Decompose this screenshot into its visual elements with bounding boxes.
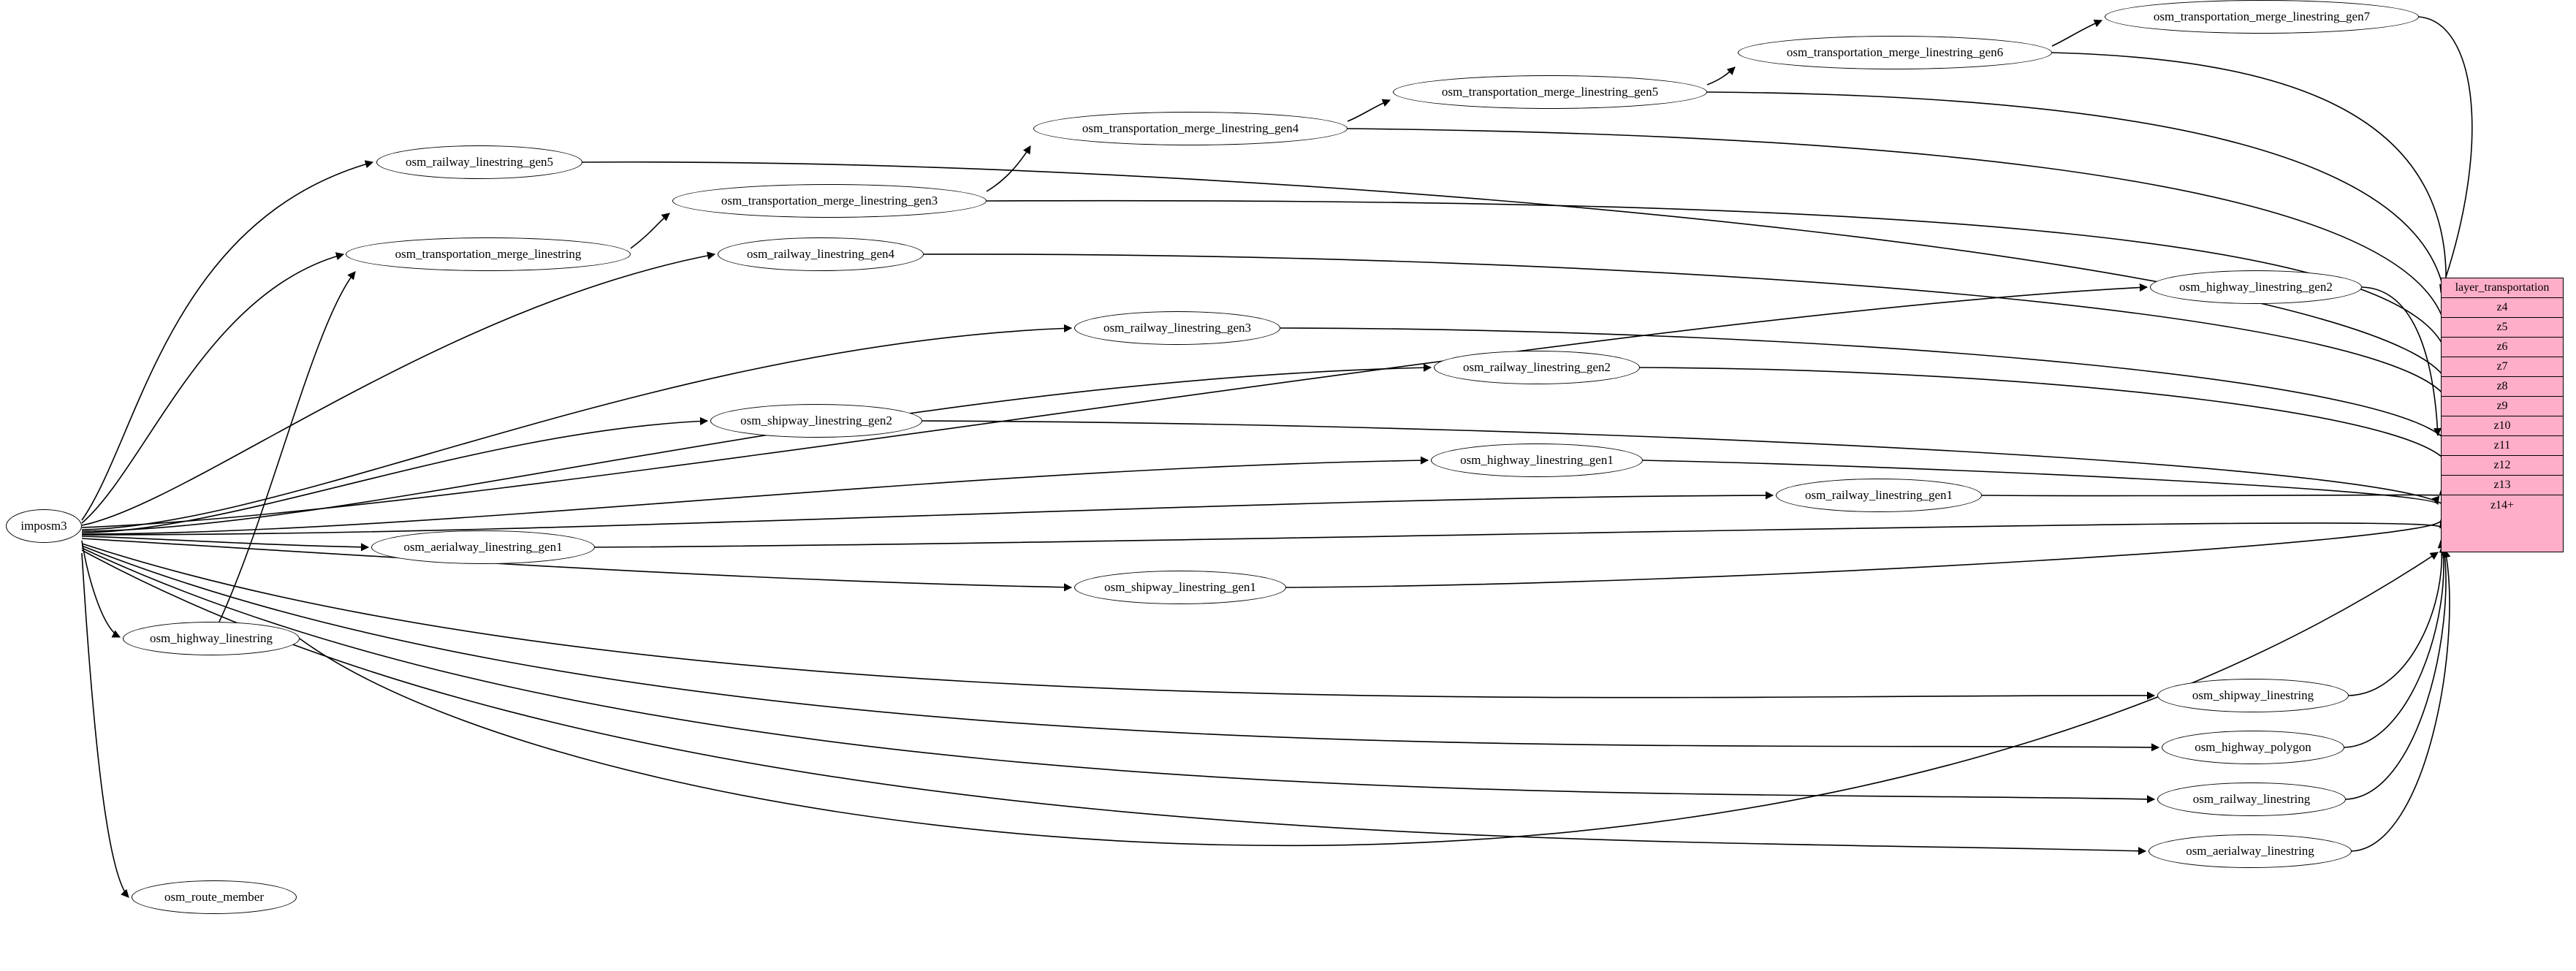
graph-node-osm-railway-linestring-gen5[interactable] (376, 145, 582, 179)
layer-row-z4[interactable]: z4 (2442, 298, 2563, 318)
graph-node-osm-transportation-merge-linestring[interactable] (346, 237, 631, 271)
node-label: osm_highway_linestring_gen1 (1460, 453, 1614, 467)
node-label: osm_transportation_merge_linestring_gen3 (721, 194, 938, 207)
graph-node-osm-shipway-linestring-gen2[interactable] (710, 404, 922, 438)
graph-node-osm-transportation-merge-linestring-gen7[interactable] (2105, 0, 2419, 34)
node-label: osm_transportation_merge_linestring (395, 247, 582, 261)
graph-node-osm-transportation-merge-linestring-gen3[interactable] (672, 184, 987, 218)
node-label: osm_highway_linestring (149, 631, 273, 645)
graph-node-osm-shipway-linestring[interactable] (2157, 679, 2349, 712)
graph-node-osm-shipway-linestring-gen1[interactable] (1074, 571, 1286, 604)
graph-node-osm-railway-linestring-gen1[interactable] (1776, 479, 1982, 512)
node-label: osm_transportation_merge_linestring_gen7 (2153, 9, 2371, 23)
layer-row-z14plus[interactable]: z14+ (2442, 495, 2563, 515)
node-label: imposm3 (20, 519, 67, 533)
graph-node-osm-aerialway-linestring[interactable] (2148, 834, 2352, 868)
graph-node-osm-highway-polygon[interactable] (2162, 731, 2344, 764)
graph-node-osm-railway-linestring[interactable] (2157, 782, 2346, 816)
node-label: osm_shipway_linestring (2192, 688, 2314, 702)
layer-row-z12[interactable]: z12 (2442, 456, 2563, 476)
node-label: osm_transportation_merge_linestring_gen4 (1082, 121, 1299, 135)
graph-node-osm-aerialway-linestring-gen1[interactable] (371, 530, 595, 564)
node-label: osm_aerialway_linestring (2186, 844, 2314, 858)
layer-row-z6[interactable]: z6 (2442, 338, 2563, 357)
layer-transportation-table[interactable] (2441, 278, 2564, 552)
graph-node-osm-highway-linestring-gen2[interactable] (2150, 270, 2362, 304)
node-label: osm_shipway_linestring_gen2 (740, 414, 892, 427)
node-label: osm_transportation_merge_linestring_gen5 (1441, 85, 1659, 99)
graph-node-osm-transportation-merge-linestring-gen6[interactable] (1738, 36, 2052, 69)
graph-node-osm-railway-linestring-gen3[interactable] (1074, 311, 1280, 345)
node-label: osm_highway_polygon (2195, 740, 2311, 754)
graph-node-osm-transportation-merge-linestring-gen4[interactable] (1033, 112, 1348, 145)
graph-node-osm-transportation-merge-linestring-gen5[interactable] (1393, 75, 1707, 109)
layer-row-z8[interactable]: z8 (2442, 377, 2563, 397)
layer-row-z9[interactable]: z9 (2442, 397, 2563, 416)
node-label: osm_highway_linestring_gen2 (2179, 280, 2333, 294)
graph-node-osm-railway-linestring-gen2[interactable] (1434, 351, 1640, 384)
graph-node-osm-railway-linestring-gen4[interactable] (718, 237, 924, 271)
node-label: osm_shipway_linestring_gen1 (1104, 580, 1256, 594)
node-label: osm_railway_linestring_gen1 (1804, 488, 1953, 502)
node-label: osm_aerialway_linestring_gen1 (403, 540, 563, 554)
graph-node-osm-highway-linestring[interactable] (123, 622, 300, 655)
graph-node-osm-route-member[interactable] (132, 880, 297, 914)
node-label: osm_railway_linestring_gen4 (746, 247, 895, 261)
node-label: osm_railway_linestring_gen5 (405, 155, 554, 169)
layer-row-z13[interactable]: z13 (2442, 476, 2563, 495)
layer-row-z11[interactable]: z11 (2442, 436, 2563, 456)
node-label: osm_railway_linestring_gen2 (1462, 360, 1611, 374)
node-label: osm_railway_linestring (2192, 792, 2311, 806)
node-label: osm_route_member (164, 890, 264, 904)
node-label: osm_railway_linestring_gen3 (1103, 321, 1252, 335)
graph-node-imposm3[interactable] (6, 509, 82, 543)
node-label: osm_transportation_merge_linestring_gen6 (1786, 45, 2004, 59)
layer-row-z10[interactable]: z10 (2442, 416, 2563, 436)
layer-row-z5[interactable]: z5 (2442, 318, 2563, 338)
graph-node-osm-highway-linestring-gen1[interactable] (1431, 443, 1643, 477)
layer-row-z7[interactable]: z7 (2442, 357, 2563, 377)
layer-table-title: layer_transportation (2442, 278, 2563, 298)
